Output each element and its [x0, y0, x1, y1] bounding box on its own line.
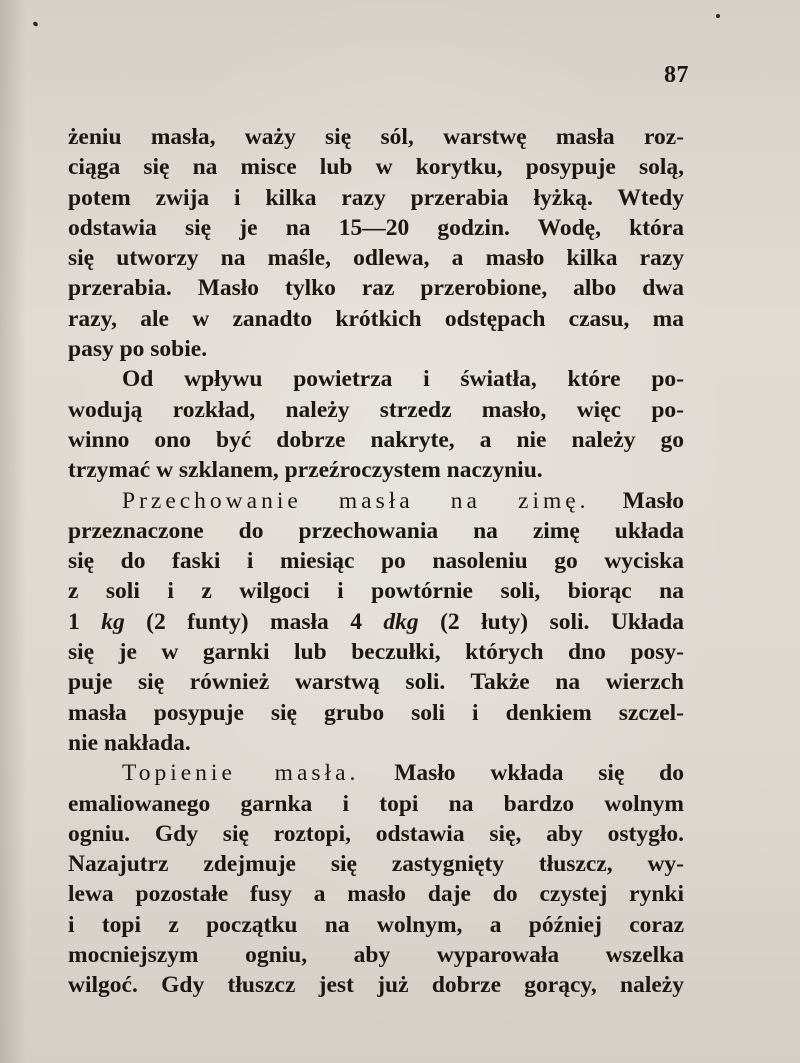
page-spine-shadow [0, 0, 26, 1063]
text-line: się do faski i miesiąc po nasoleniu go wyciska [68, 548, 684, 575]
body-text [68, 122, 684, 1001]
text-line: odstawia się je na 15—20 godzin. Wodę, która [68, 214, 684, 241]
ink-speck [32, 21, 38, 27]
text-line [68, 486, 684, 516]
text-line: żeniu masła, waży się sól, warstwę masła roz- [68, 124, 684, 150]
text-fragment: Masło wkłada się do [394, 760, 685, 787]
text-line: i topi z początku na wolnym, a później coraz [68, 911, 684, 938]
text-line: mocniejszym ogniu, aby wyparowała wszelka [68, 942, 684, 969]
text-line: wilgoć. Gdy tłuszcz jest już dobrze gorący, należy [68, 972, 684, 999]
text-line: ogniu. Gdy się roztopi, odstawia się, aby ostygło. [68, 820, 684, 847]
page-number: 87 [664, 62, 689, 88]
text-line: masła posypuje się grubo soli i denkiem szczel- [68, 699, 684, 726]
section-heading: Przechowanie masła na zimę. [122, 487, 590, 514]
unit-dkg: dkg [383, 608, 419, 635]
text-line: z soli i z wilgoci i powtórnie soli, biorąc na [68, 578, 684, 605]
text-line: się utworzy na maśle, odlewa, a masło kilka razy [68, 245, 684, 272]
text-line: wodują rozkład, należy strzedz masło, więc po- [68, 396, 684, 423]
text-line [68, 758, 684, 788]
ink-speck [716, 14, 720, 18]
text-line: emaliowanego garnka i topi na bardzo wolnym [68, 790, 684, 817]
text-fragment: (2 funty) masła 4 [146, 608, 362, 635]
text-line: winno ono być dobrze nakryte, a nie należy go [68, 426, 684, 453]
text-line: się je w garnki lub beczułki, których dno posy- [68, 639, 684, 666]
text-fragment: (2 łuty) soli. Układa [440, 608, 685, 635]
text-line: pasy po sobie. [68, 336, 208, 363]
text-line: potem zwija i kilka razy przerabia łyżką. Wtedy [68, 184, 684, 211]
text-line: Od wpływu powietrza i światła, które po- [122, 366, 684, 393]
unit-kg: kg [101, 608, 125, 635]
text-line: przeznaczone do przechowania na zimę układa [68, 517, 684, 544]
text-line: razy, ale w zanadto krótkich odstępach czasu, ma [68, 305, 684, 332]
text-line: lewa pozostałe fusy a masło daje do czystej rynki [68, 881, 684, 908]
text-line: trzymać w szklanem, przeźroczystem naczyniu. [68, 457, 543, 484]
text-line: puje się również warstwą soli. Także na wierzch [68, 669, 684, 696]
text-fragment: 1 [68, 608, 80, 635]
text-line: Nazajutrz zdejmuje się zastygnięty tłuszcz, wy- [68, 851, 684, 878]
text-line [68, 607, 684, 637]
text-fragment: Masło [622, 487, 684, 514]
text-line: ciąga się na misce lub w korytku, posypuje solą, [68, 154, 684, 181]
section-heading: Topienie masła. [122, 760, 360, 787]
text-line: przerabia. Masło tylko raz przerobione, albo dwa [68, 275, 684, 302]
text-line: nie nakłada. [68, 729, 191, 756]
